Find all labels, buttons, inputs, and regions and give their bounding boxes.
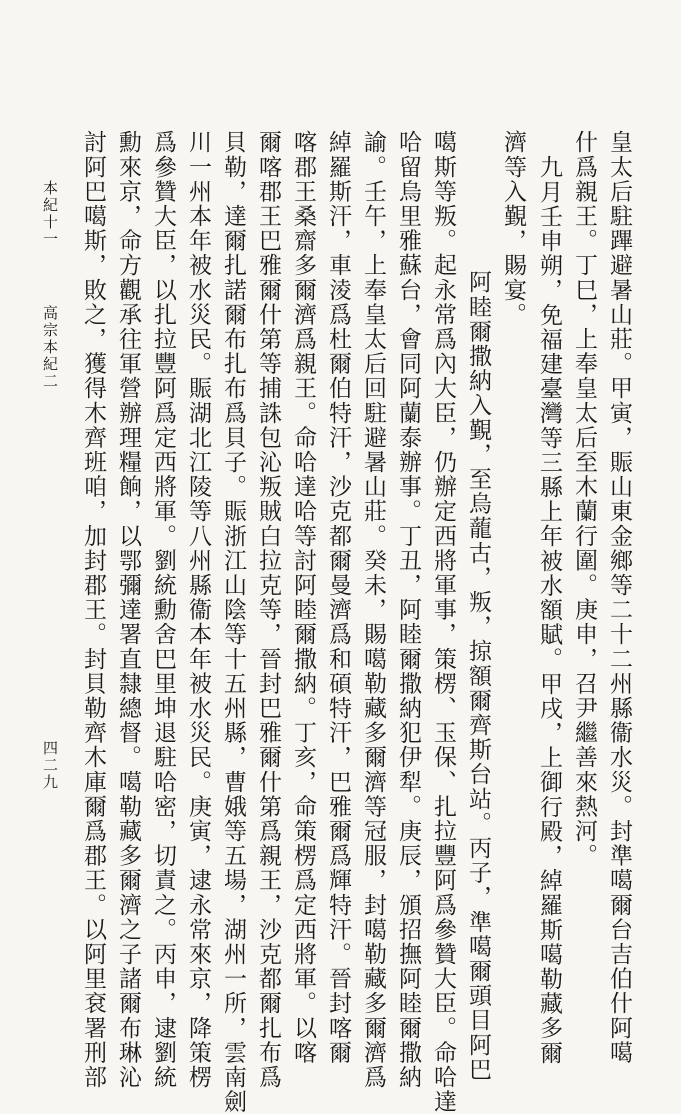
text-column: 哈留烏里雅蘇台，會同阿蘭泰辦事。丁丑，阿睦爾撒納犯伊犁。庚辰，頒招撫阿睦爾撒納 <box>395 130 421 1090</box>
volume-label: 本紀十一 <box>41 180 59 248</box>
text-column: 綽羅斯汗，車淩爲杜爾伯特汗，沙克都爾曼濟爲和碩特汗，巴雅爾爲輝特汗。晉封喀爾 <box>325 130 351 1065</box>
text-column: 爲參贊大臣，以扎拉豐阿爲定西將軍。劉統勳舍巴里坤退駐哈密，切責之。丙申，逮劉統 <box>150 130 176 1090</box>
text-column: 爾喀郡王巴雅爾什第等捕誅包沁叛賊白拉克等，晉封巴雅爾什第爲親王，沙克都爾扎布爲 <box>255 130 281 1090</box>
text-column: 川一州本年被水災民。賑湖北江陵等八州縣衞本年被水災民。庚寅，逮永常來京，降策楞 <box>185 130 211 1090</box>
chapter-label: 高宗本紀二 <box>41 305 59 390</box>
text-column: 討阿巴噶斯，敗之，獲得木齊班咱，加封郡王。封貝勒齊木庫爾爲郡王。以阿里袞署刑部 <box>80 130 106 1090</box>
text-column: 九月壬申朔，免福建臺灣等三縣上年被水額賦。甲戌，上御行殿，綽羅斯噶勒藏多爾 <box>536 155 562 1066</box>
text-column: 諭。壬午，上奉皇太后回駐避暑山莊。癸未，賜噶勒藏多爾濟等冠服，封噶勒藏多爾濟爲 <box>360 130 386 1090</box>
text-column: 濟等入覲，賜宴。 <box>500 130 526 327</box>
text-column: 什爲親王。丁巳，上奉皇太后至木蘭行圍。庚申，召尹繼善來熱河。 <box>571 130 597 868</box>
text-column: 噶斯等叛。起永常爲內大臣，仍辦定西將軍事，策楞、玉保、扎拉豐阿爲參贊大臣。命哈達 <box>430 130 456 1114</box>
text-column: 喀郡王桑齋多爾濟爲親王。命哈達哈等討阿睦爾撒納。丁亥，命策楞爲定西將軍。以喀 <box>290 130 316 1065</box>
text-column: 皇太后駐蹕避暑山莊。甲寅，賑山東金鄉等二十二州縣衞水災。封準噶爾台吉伯什阿噶 <box>606 130 632 1065</box>
text-column: 勳來京，命方觀承往軍營辦理糧餉，以鄂彌達署直隸總督。噶勒藏多爾濟之子諸爾布琳沁 <box>115 130 141 1090</box>
page-number: 四二九 <box>41 740 59 791</box>
text-column: 貝勒，達爾扎諾爾布扎布爲貝子。賑浙江山陰等十五州縣，曹娥等五場，湖州一所，雲南劍 <box>220 130 246 1114</box>
text-column: 阿睦爾撒納入覲，至烏蘢古，叛，掠額爾齊斯台站。丙子，準噶爾頭目阿巴 <box>465 270 491 1082</box>
